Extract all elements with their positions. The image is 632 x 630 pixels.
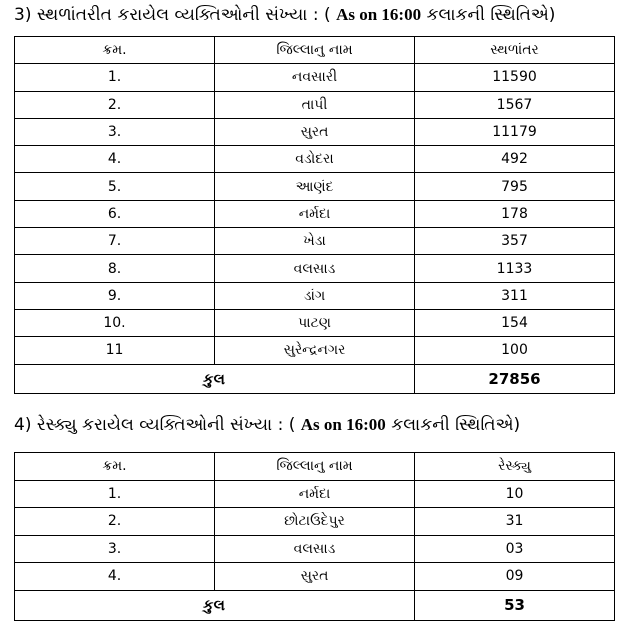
column-header: જિલ્લાનુ નામ: [215, 37, 415, 64]
section4-title-prefix: રેસ્ક્યુ કરાયેલ વ્યક્તિઓની સંખ્યા : (: [36, 415, 296, 435]
relocated-table-body: [15, 37, 615, 394]
serial-cell: 11: [15, 337, 215, 364]
section4-as-on: As on 16:00: [300, 415, 386, 434]
count-cell: 1133: [415, 255, 615, 282]
total-label: કુલ: [15, 590, 415, 620]
relocated-people-table: [14, 36, 615, 394]
count-cell: 11590: [415, 64, 615, 91]
column-header: રેસ્ક્યુ: [415, 453, 615, 481]
table-row: [15, 563, 615, 591]
district-cell: ખેડા: [215, 228, 415, 255]
table-row: [15, 535, 615, 563]
table-row: [15, 146, 615, 173]
total-row: [15, 590, 615, 620]
total-row: [15, 364, 615, 393]
section3-as-on: As on 16:00: [336, 5, 422, 24]
serial-cell: 6.: [15, 200, 215, 227]
count-cell: 31: [415, 508, 615, 536]
serial-cell: 4.: [15, 146, 215, 173]
count-cell: 100: [415, 337, 615, 364]
count-cell: 154: [415, 309, 615, 336]
column-header: ક્રમ.: [15, 453, 215, 481]
table-row: [15, 91, 615, 118]
district-cell: વલસાડ: [215, 255, 415, 282]
serial-cell: 3.: [15, 535, 215, 563]
table-row: [15, 228, 615, 255]
count-cell: 492: [415, 146, 615, 173]
count-cell: 357: [415, 228, 615, 255]
district-cell: નર્મદા: [215, 480, 415, 508]
serial-cell: 1.: [15, 480, 215, 508]
table-row: [15, 255, 615, 282]
total-label: કુલ: [15, 364, 415, 393]
district-cell: પાટણ: [215, 309, 415, 336]
district-cell: સુરેન્દ્રનગર: [215, 337, 415, 364]
table-row: [15, 282, 615, 309]
count-cell: 1567: [415, 91, 615, 118]
district-cell: ડાંગ: [215, 282, 415, 309]
rescued-table-body: [15, 453, 615, 621]
total-value: 27856: [415, 364, 615, 393]
serial-cell: 9.: [15, 282, 215, 309]
column-header: સ્થળાંતર: [415, 37, 615, 64]
count-cell: 11179: [415, 118, 615, 145]
district-cell: છોટાઉદેપુર: [215, 508, 415, 536]
serial-cell: 4.: [15, 563, 215, 591]
district-cell: વડોદરા: [215, 146, 415, 173]
table-row: [15, 508, 615, 536]
district-cell: તાપી: [215, 91, 415, 118]
section4-number: 4): [14, 415, 32, 435]
table-row: [15, 200, 615, 227]
count-cell: 178: [415, 200, 615, 227]
count-cell: 09: [415, 563, 615, 591]
serial-cell: 8.: [15, 255, 215, 282]
table-row: [15, 309, 615, 336]
serial-cell: 5.: [15, 173, 215, 200]
table-header-row: [15, 453, 615, 481]
section3-number: 3): [14, 5, 32, 25]
district-cell: આણંદ: [215, 173, 415, 200]
table-row: [15, 337, 615, 364]
serial-cell: 3.: [15, 118, 215, 145]
serial-cell: 1.: [15, 64, 215, 91]
count-cell: 03: [415, 535, 615, 563]
district-cell: નર્મદા: [215, 200, 415, 227]
section3-title-suffix: કલાકની સ્થિતિએ): [426, 5, 556, 25]
section4-title-suffix: કલાકની સ્થિતિએ): [391, 415, 521, 435]
table-row: [15, 480, 615, 508]
column-header: જિલ્લાનુ નામ: [215, 453, 415, 481]
serial-cell: 2.: [15, 91, 215, 118]
count-cell: 10: [415, 480, 615, 508]
district-cell: સુરત: [215, 563, 415, 591]
serial-cell: 2.: [15, 508, 215, 536]
column-header: ક્રમ.: [15, 37, 215, 64]
serial-cell: 10.: [15, 309, 215, 336]
count-cell: 795: [415, 173, 615, 200]
total-value: 53: [415, 590, 615, 620]
district-cell: સુરત: [215, 118, 415, 145]
section3-heading: [14, 4, 555, 26]
table-row: [15, 64, 615, 91]
district-cell: વલસાડ: [215, 535, 415, 563]
rescued-people-table: [14, 452, 615, 621]
serial-cell: 7.: [15, 228, 215, 255]
section3-title-prefix: સ્થળાંતરીત કરાયેલ વ્યક્તિઓની સંખ્યા : (: [36, 5, 331, 25]
count-cell: 311: [415, 282, 615, 309]
table-header-row: [15, 37, 615, 64]
section4-heading: [14, 414, 520, 436]
district-cell: નવસારી: [215, 64, 415, 91]
table-row: [15, 173, 615, 200]
table-row: [15, 118, 615, 145]
